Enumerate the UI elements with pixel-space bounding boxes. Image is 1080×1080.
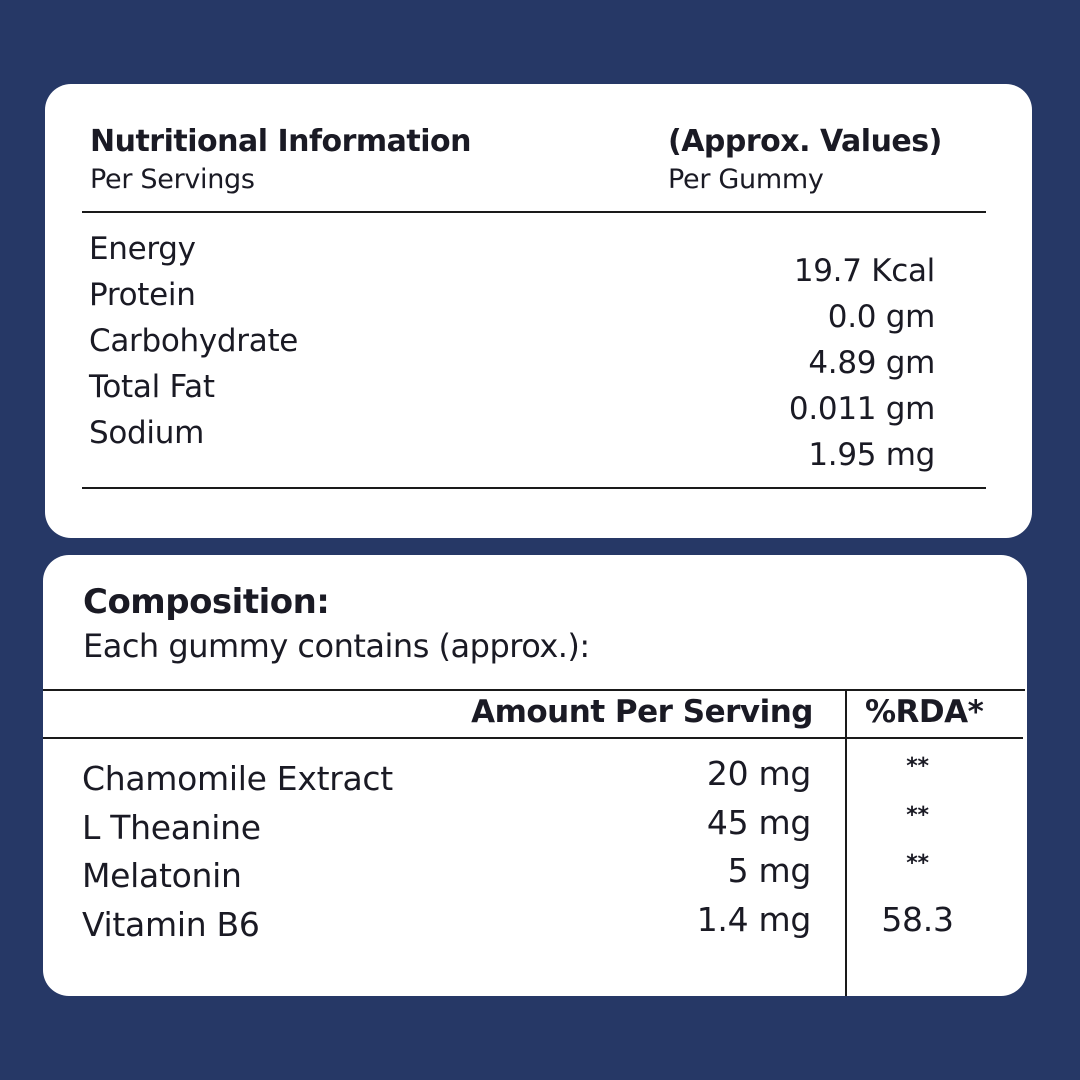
nutrition-card xyxy=(45,84,1032,538)
ingredient-name: L Theanine xyxy=(82,807,261,847)
ingredient-amount: 1.4 mg xyxy=(696,899,811,939)
composition-title: Composition: xyxy=(83,582,330,622)
nutrient-values xyxy=(789,248,935,478)
ingredient-rda: ** xyxy=(906,851,929,876)
approx-values-title: (Approx. Values) xyxy=(668,124,942,159)
nutrient-value: 0.011 gm xyxy=(788,391,935,427)
ingredient-amount: 5 mg xyxy=(727,851,811,890)
ingredient-amount: 20 mg xyxy=(706,754,811,793)
nutrient-label: Energy xyxy=(89,231,196,267)
composition-subtitle: Each gummy contains (approx.): xyxy=(83,627,590,665)
nutrition-subtitle: Per Servings xyxy=(90,164,255,195)
header-bottom-border xyxy=(43,737,1023,739)
ingredient-rda: 58.3 xyxy=(881,899,954,939)
nutrient-value: 19.7 Kcal xyxy=(793,253,935,289)
nutrient-label: Sodium xyxy=(89,415,204,451)
ingredient-name: Chamomile Extract xyxy=(82,759,393,798)
nutrient-labels xyxy=(89,226,298,456)
divider xyxy=(82,487,986,489)
ingredient-amount: 45 mg xyxy=(706,802,811,842)
table-row xyxy=(43,901,1027,950)
ingredient-rda: ** xyxy=(906,802,929,828)
nutrient-value: 4.89 gm xyxy=(808,345,935,381)
nutrition-title: Nutritional Information xyxy=(90,124,472,159)
table-row xyxy=(43,852,1027,901)
nutrient-value: 0.0 gm xyxy=(827,299,935,335)
header-amount-per-serving: Amount Per Serving xyxy=(471,694,813,730)
divider xyxy=(82,211,986,213)
ingredient-name: Melatonin xyxy=(82,856,242,895)
nutrient-label: Total Fat xyxy=(89,369,215,405)
nutrient-value: 1.95 mg xyxy=(808,437,935,473)
per-gummy-subtitle: Per Gummy xyxy=(668,164,824,195)
table-top-border xyxy=(43,689,1025,691)
nutrient-label: Carbohydrate xyxy=(89,323,299,359)
composition-card xyxy=(43,555,1027,996)
ingredient-rda: ** xyxy=(906,754,929,779)
header-rda: %RDA* xyxy=(865,694,984,730)
ingredient-name: Vitamin B6 xyxy=(82,904,260,944)
composition-table-body xyxy=(43,755,1027,949)
nutrient-label: Protein xyxy=(89,277,196,313)
